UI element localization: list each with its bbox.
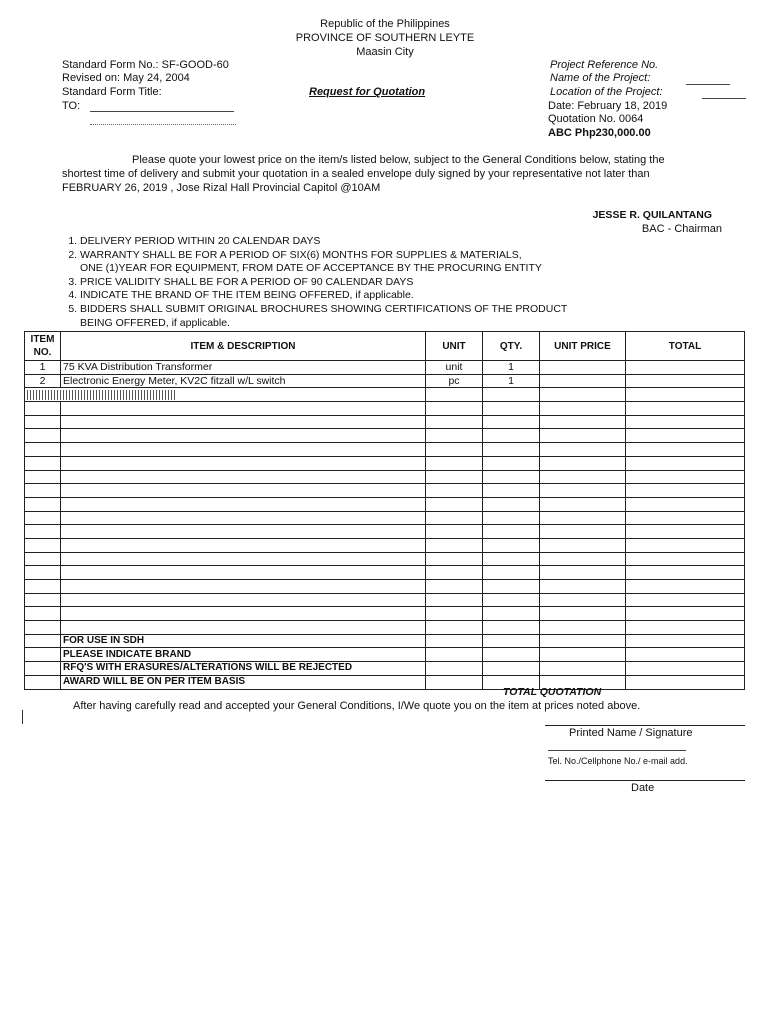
form-number: Standard Form No.: SF-GOOD-60: [62, 59, 229, 71]
end-of-items-marker: [25, 388, 426, 402]
condition-item: 5. BIDDERS SHALL SUBMIT ORIGINAL BROCHURES SHOWING CERTIFICATIONS OF THE PRODUCT BEING OFFERED, if applicable.: [80, 303, 567, 330]
margin-mark: [22, 710, 23, 724]
item-no: [25, 484, 61, 498]
revised-date: Revised on: May 24, 2004: [62, 72, 190, 84]
date-label: Date: [631, 782, 655, 794]
item-qty: 1: [483, 361, 540, 375]
item-unit: [426, 415, 483, 429]
unit-price-cell[interactable]: [540, 648, 626, 662]
item-no: [25, 497, 61, 511]
total-cell[interactable]: [626, 456, 745, 470]
general-conditions: [62, 235, 567, 330]
item-unit: [426, 497, 483, 511]
item-qty: [483, 662, 540, 676]
total-quotation-label: TOTAL QUOTATION: [503, 686, 602, 698]
item-no: [25, 566, 61, 580]
quotation-date: Date: February 18, 2019: [548, 100, 668, 112]
project-location: Location of the Project:: [550, 86, 663, 98]
item-qty: [483, 648, 540, 662]
to-label: TO:: [62, 100, 81, 112]
printed-name-label: Printed Name / Signature: [569, 727, 693, 739]
item-description: [61, 443, 426, 457]
item-qty: [483, 443, 540, 457]
form-title: Request for Quotation: [309, 86, 426, 98]
header-line-3: Maasin City: [356, 46, 414, 58]
table-header-row: [25, 332, 745, 361]
signature-line[interactable]: [545, 725, 745, 726]
item-unit: [426, 429, 483, 443]
item-unit: [426, 484, 483, 498]
condition-continuation: BEING OFFERED, if applicable.: [80, 316, 230, 329]
item-unit: [426, 648, 483, 662]
table-row: [25, 470, 745, 484]
item-no: [25, 511, 61, 525]
item-unit: [426, 566, 483, 580]
header-item-no: ITEM NO.: [25, 332, 61, 361]
item-no: [25, 525, 61, 539]
item-unit: [426, 593, 483, 607]
item-qty: [483, 497, 540, 511]
total-cell[interactable]: [626, 580, 745, 594]
unit-price-cell[interactable]: [540, 511, 626, 525]
total-cell[interactable]: [626, 552, 745, 566]
project-name: Name of the Project:: [550, 72, 651, 84]
unit-price-cell[interactable]: [540, 374, 626, 388]
item-unit: [426, 662, 483, 676]
header-description: ITEM & DESCRIPTION: [61, 332, 426, 361]
total-cell[interactable]: [626, 484, 745, 498]
unit-price-cell[interactable]: [540, 552, 626, 566]
item-description: [61, 402, 426, 416]
table-row: [25, 538, 745, 552]
total-cell[interactable]: [626, 662, 745, 676]
item-description: [61, 484, 426, 498]
note-text: RFQ'S WITH ERASURES/ALTERATIONS WILL BE REJECTED: [61, 662, 426, 676]
item-description: [61, 497, 426, 511]
table-row: [25, 484, 745, 498]
table-row: [25, 525, 745, 539]
item-unit: [426, 552, 483, 566]
item-qty: [483, 607, 540, 621]
item-unit: [426, 538, 483, 552]
total-cell[interactable]: [626, 607, 745, 621]
item-qty: [483, 511, 540, 525]
item-qty: [483, 429, 540, 443]
table-row: [25, 607, 745, 621]
total-cell[interactable]: [626, 361, 745, 375]
item-no: [25, 443, 61, 457]
table-row: [25, 593, 745, 607]
item-description: [61, 415, 426, 429]
table-row: [25, 497, 745, 511]
item-qty: [483, 552, 540, 566]
item-unit: [426, 511, 483, 525]
to-line-1[interactable]: [90, 111, 234, 112]
item-description: [61, 525, 426, 539]
table-row: [25, 552, 745, 566]
total-cell[interactable]: [626, 443, 745, 457]
signatory-name: JESSE R. QUILANTANG: [592, 209, 712, 221]
item-unit: [426, 621, 483, 635]
total-cell[interactable]: [626, 566, 745, 580]
unit-price-cell[interactable]: [540, 456, 626, 470]
item-qty: [483, 525, 540, 539]
abc-amount: ABC Php230,000.00: [548, 127, 651, 139]
total-cell[interactable]: [626, 374, 745, 388]
item-no: [25, 415, 61, 429]
unit-price-cell[interactable]: [540, 443, 626, 457]
item-description: [61, 566, 426, 580]
item-unit: [426, 443, 483, 457]
unit-price-cell[interactable]: [540, 497, 626, 511]
condition-item: 2. WARRANTY SHALL BE FOR A PERIOD OF SIX(6) MONTHS FOR SUPPLIES & MATERIALS, ONE (1)YEAR FOR EQUIPMENT, FROM DATE OF ACCEPTANCE BY THE PROCURING ENTITY: [80, 249, 567, 276]
total-cell[interactable]: [626, 675, 745, 689]
total-cell[interactable]: [626, 415, 745, 429]
items-table: [24, 331, 745, 690]
unit-price-cell[interactable]: [540, 607, 626, 621]
table-row: [25, 566, 745, 580]
form-title-label: Standard Form Title:: [62, 86, 162, 98]
item-unit: unit: [426, 361, 483, 375]
item-unit: [426, 470, 483, 484]
unit-price-cell[interactable]: [540, 525, 626, 539]
table-row: [25, 388, 745, 402]
total-cell[interactable]: [626, 511, 745, 525]
table-row: [25, 429, 745, 443]
item-description: Electronic Energy Meter, KV2C fitzall w/L switch: [61, 374, 426, 388]
note-row: [25, 648, 745, 662]
header-qty: QTY.: [483, 332, 540, 361]
header-line-1: Republic of the Philippines: [320, 18, 450, 30]
unit-price-cell[interactable]: [540, 402, 626, 416]
item-qty: [483, 456, 540, 470]
unit-price-cell[interactable]: [540, 580, 626, 594]
condition-item: 4. INDICATE THE BRAND OF THE ITEM BEING OFFERED, if applicable.: [80, 289, 567, 303]
item-no: [25, 648, 61, 662]
table-row: [25, 415, 745, 429]
to-line-2[interactable]: [90, 124, 236, 125]
item-no: [25, 552, 61, 566]
item-description: [61, 580, 426, 594]
table-row: [25, 374, 745, 388]
contact-label: Tel. No./Cellphone No./ e-mail add.: [548, 756, 688, 766]
table-row: [25, 361, 745, 375]
unit-price-cell[interactable]: [540, 415, 626, 429]
unit-price-cell[interactable]: [540, 621, 626, 635]
item-qty: [483, 402, 540, 416]
intro-paragraph: [62, 153, 702, 195]
condition-item: 1. DELIVERY PERIOD WITHIN 20 CALENDAR DAYS: [80, 235, 567, 249]
item-no: [25, 580, 61, 594]
item-description: [61, 621, 426, 635]
item-no: 1: [25, 361, 61, 375]
acceptance-statement: After having carefully read and accepted your General Conditions, I/We quote you on the item at prices noted above.: [73, 700, 641, 712]
item-qty: [483, 415, 540, 429]
condition-continuation: ONE (1)YEAR FOR EQUIPMENT, FROM DATE OF ACCEPTANCE BY THE PROCURING ENTITY: [80, 262, 542, 275]
item-qty: 1: [483, 374, 540, 388]
item-unit: [426, 607, 483, 621]
item-no: [25, 456, 61, 470]
item-description: 75 KVA Distribution Transformer: [61, 361, 426, 375]
item-no: [25, 634, 61, 648]
item-unit: [426, 634, 483, 648]
table-row: [25, 580, 745, 594]
project-reference: Project Reference No.: [550, 59, 659, 71]
total-cell[interactable]: [626, 648, 745, 662]
header-line-2: PROVINCE OF SOUTHERN LEYTE: [295, 32, 475, 44]
unit-price-cell[interactable]: [540, 429, 626, 443]
note-row: [25, 675, 745, 689]
item-no: [25, 429, 61, 443]
item-unit: [426, 675, 483, 689]
item-qty: [483, 593, 540, 607]
note-row: [25, 662, 745, 676]
item-description: [61, 429, 426, 443]
item-no: [25, 662, 61, 676]
project-location-line[interactable]: [702, 98, 746, 99]
unit-price-cell[interactable]: [540, 634, 626, 648]
item-unit: pc: [426, 374, 483, 388]
unit-price-cell[interactable]: [540, 662, 626, 676]
item-qty: [483, 634, 540, 648]
total-cell[interactable]: [626, 538, 745, 552]
unit-price-cell[interactable]: [540, 361, 626, 375]
item-description: [61, 538, 426, 552]
item-no: [25, 402, 61, 416]
item-unit: [426, 402, 483, 416]
item-qty: [483, 566, 540, 580]
note-text: PLEASE INDICATE BRAND: [61, 648, 426, 662]
item-unit: [426, 525, 483, 539]
item-no: [25, 538, 61, 552]
item-qty: [483, 621, 540, 635]
item-no: [25, 593, 61, 607]
table-row: [25, 456, 745, 470]
total-cell[interactable]: [626, 429, 745, 443]
table-row: [25, 511, 745, 525]
table-row: [25, 621, 745, 635]
item-description: [61, 511, 426, 525]
condition-item: 3. PRICE VALIDITY SHALL BE FOR A PERIOD OF 90 CALENDAR DAYS: [80, 276, 567, 290]
quotation-number: Quotation No. 0064: [548, 113, 644, 125]
note-text: FOR USE IN SDH: [61, 634, 426, 648]
table-row: [25, 402, 745, 416]
item-unit: [426, 456, 483, 470]
total-cell[interactable]: [626, 593, 745, 607]
header-unit-price: UNIT PRICE: [540, 332, 626, 361]
item-unit: [426, 580, 483, 594]
unit-price-cell[interactable]: [540, 470, 626, 484]
total-cell[interactable]: [626, 497, 745, 511]
total-cell[interactable]: [626, 525, 745, 539]
total-cell[interactable]: [626, 402, 745, 416]
item-no: [25, 470, 61, 484]
table-row: [25, 443, 745, 457]
item-qty: [483, 484, 540, 498]
note-row: [25, 634, 745, 648]
item-description: [61, 552, 426, 566]
unit-price-cell[interactable]: [540, 566, 626, 580]
item-qty: [483, 470, 540, 484]
item-qty: [483, 580, 540, 594]
intro-text: Please quote your lowest price on the item/s listed below, subject to the General Conditions below, stating the shortest time of delivery and submit your quotation in a sealed envelope duly signed by your representative not later than FEBRUARY 26, 2019 , Jose Rizal Hall Provincial Capitol @10AM: [62, 154, 665, 194]
item-no: 2: [25, 374, 61, 388]
header-unit: UNIT: [426, 332, 483, 361]
signatory-title: BAC - Chairman: [641, 223, 722, 235]
total-cell[interactable]: [626, 621, 745, 635]
item-no: [25, 675, 61, 689]
total-cell[interactable]: [626, 470, 745, 484]
item-no: [25, 607, 61, 621]
item-description: [61, 593, 426, 607]
header-total: TOTAL: [626, 332, 745, 361]
item-no: [25, 621, 61, 635]
unit-price-cell[interactable]: [540, 593, 626, 607]
item-description: [61, 607, 426, 621]
unit-price-cell[interactable]: [540, 538, 626, 552]
item-description: [61, 470, 426, 484]
unit-price-cell[interactable]: [540, 484, 626, 498]
item-description: [61, 456, 426, 470]
hatch-line: [27, 390, 177, 400]
date-line[interactable]: [545, 780, 745, 781]
contact-line[interactable]: [548, 750, 686, 751]
note-text: AWARD WILL BE ON PER ITEM BASIS: [61, 675, 426, 689]
item-qty: [483, 538, 540, 552]
total-cell[interactable]: [626, 634, 745, 648]
project-name-line[interactable]: [686, 84, 730, 85]
